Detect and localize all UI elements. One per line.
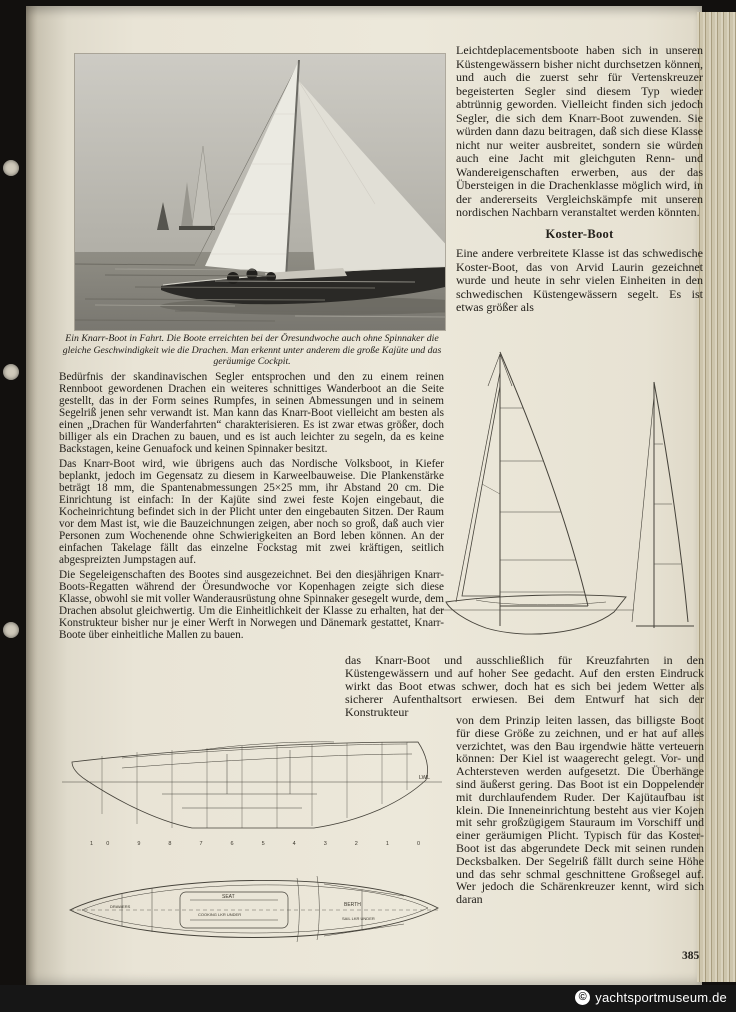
- right-text-column: [456, 44, 703, 315]
- label-drawers: DRAWERS: [110, 904, 131, 909]
- paragraph-koster-continuation-wide: das Knarr-Boot und ausschließlich für Kreuzfahrten in den Küstengewässern und auf hoher See gedacht. Auf den ersten Eindruck wirkt das Boot etwas schwer, doch hat es sich bei jedem Wetter als sicherer Aufenthaltsort erwiesen. Bei dem Entwurf hat sich der Konstrukteur: [345, 653, 704, 720]
- deck-plan-drawing: [62, 854, 445, 966]
- left-text-column: [59, 371, 444, 641]
- photo-caption: Ein Knarr-Boot in Fahrt. Die Boote erreichten bei der Öresundwoche auch ohne Spinnaker die gleiche Geschwindigkeit wie die Drachen. Man erkennt unter anderem die große Kajüte und das geräumige Cockpit.: [62, 333, 442, 368]
- interior-lines: [122, 742, 412, 808]
- label-berth: BERTH: [344, 902, 361, 908]
- paragraph-knarr-sailing: Die Segeleigenschaften des Bootes sind ausgezeichnet. Bei den diesjährigen Knarr-Boots-Regatten während der Öresundwoche vor Kopenhagen zeigte sich diese Klasse, obwohl sie mit voller Wanderausrüstung ohne Spinnaker gesegelt wurde, dem Drachen absolut gleichwertig. Um die Einheitlichkeit der Klasse zu erhalten, hat der Konstrukteur bisher nur je einer Werft in Norwegen und Dänemark gestattet, Knarr-Boote über einheitliche Mallen zu bauen.: [59, 569, 444, 641]
- paragraph-knarr-intro: Bedürfnis der skandinavischen Segler entsprochen und den zu einem reinen Rennboot gewordenen Drachen ein weiteres schnittiges Wanderboot an die Seite gestellt, das in der Form seines Rumpfes, in seinen Abmessungen und in seinem Segelriß jenen sehr verwandt ist. Man kann das Knarr-Boot vielleicht am besten als einen „Drachen für Wanderfahrten“ charakterisieren. Es ist zwar etwas größer, doch billiger als ein Drachen zu bauen, und es ist auch leichter zu segeln, da es keine Backstagen, keine Genuafock und keinen Spinnaker besitzt.: [59, 371, 444, 455]
- hull-profile-construction-drawing: [62, 724, 445, 850]
- watermark: [575, 990, 727, 1005]
- plan-labels: [110, 894, 375, 921]
- section-heading-koster-boot: Koster-Boot: [545, 226, 614, 241]
- station-numbers: 10 9 8 7 6 5 4 3 2 1 0: [90, 841, 421, 847]
- plan-interior-lines: [122, 876, 404, 942]
- secondary-sailplan: [632, 382, 694, 628]
- paragraph-koster-continuation-narrow: von dem Prinzip leiten lassen, das billigste Boot für diese Größe zu zeichnen, und er hat auf alles verzichtet, was den Bau irgendwie hätte verteuern können: Der Kiel ist waagerecht gelegt. Vor- und Achtersteven werden aufgesetzt. Die Überhänge sind äußerst gering. Das Boot ist ein Doppelender mit durchlaufendem Ruder. Der Kajütaufbau ist klein. Die Inneneinrichtung besteht aus vier Kojen mit sehr großzügigem Stauraum im Vorschiff und einer geräumigen Plicht. Typisch für das Koster-Boot ist das abgerundete Deck mit seinen runden Decksbalken. Der Segelriß fällt durch seine Höhe und das sehr schmal geschnittene Großsegel auf. Wer jedoch die Schärenkreuzer kennt, wird sich daran: [456, 713, 704, 907]
- waterline-label: LWL: [419, 775, 430, 781]
- sailplan-drawing: [436, 344, 704, 656]
- paragraph-leichtdeplacement: Leichtdeplacementsboote haben sich in unseren Küstengewässern bisher nicht durchsetzen können, und auch die zuerst sehr für Vertenskreuzer begeisterten Segler sind diesem Typ wieder abtrünnig geworden. Vielleicht finden sich jedoch Segler, die sich dem Knarr-Boot zuwenden. Sie würden dann dazu beitragen, daß sich diese Klasse nicht nur weiter ausbreitet, sondern sie würden auch eine Jacht mit gleichguten Renn- und Wandereigenschaften erwerben, aus der das Übersteigen in die Drachenklasse möglich wird, in der andererseits Vergleichskämpfe mit unseren nordischen Nachbarn veranstaltet werden könnten.: [456, 43, 703, 219]
- photo-illustration: [75, 54, 445, 330]
- binding-hole: [3, 364, 19, 380]
- binding-hole: [3, 160, 19, 176]
- page-number: 385: [682, 950, 700, 962]
- paragraph-knarr-construction: Das Knarr-Boot wird, wie übrigens auch das Nordische Volksboot, in Kiefer beplankt, jedoch im Gegensatz zu diesem in Karweelbauweise. Die Plankenstärke beträgt 18 mm, die Spantenabmessungen 25×25 mm, ihr Abstand 20 cm. Die Einrichtung ist einfach: In der Kajüte sind zwei feste Kojen eingebaut, die Kocheinrichtung befindet sich in der Plicht unter den eingebauten Sitzen. Der Raum vor dem Mast ist, wie die Bauzeichnungen zeigen, aber noch so groß, daß auch vier Personen zum Wochenende ohne Schwierigkeiten an Bord leben können. An der einfachen Takelage fällt das einzelne Fockstag mit zwei kräftigen, seitlich abgespreizten Jumpstagen auf.: [59, 458, 444, 566]
- label-sail-locker: SAIL LKR UNDER: [342, 916, 375, 921]
- main-sailplan: [456, 352, 588, 626]
- knarr-boot-photo: [75, 54, 445, 330]
- watermark-text: yachtsportmuseum.de: [595, 990, 727, 1005]
- hull-profile-small: [440, 595, 634, 634]
- copyright-icon: ©: [575, 990, 590, 1005]
- label-cooking: COOKING LKR UNDER: [198, 912, 242, 917]
- paragraph-koster-intro: Eine andere verbreitete Klasse ist das schwedische Koster-Boot, das von Arvid Laurin gezeichnet wurde und heute in sehr vielen Einheiten in den schwedischen Küstengewässern segelt. Es ist etwas größer als: [456, 246, 703, 314]
- binding-hole: [3, 622, 19, 638]
- label-seat: SEAT: [222, 894, 235, 900]
